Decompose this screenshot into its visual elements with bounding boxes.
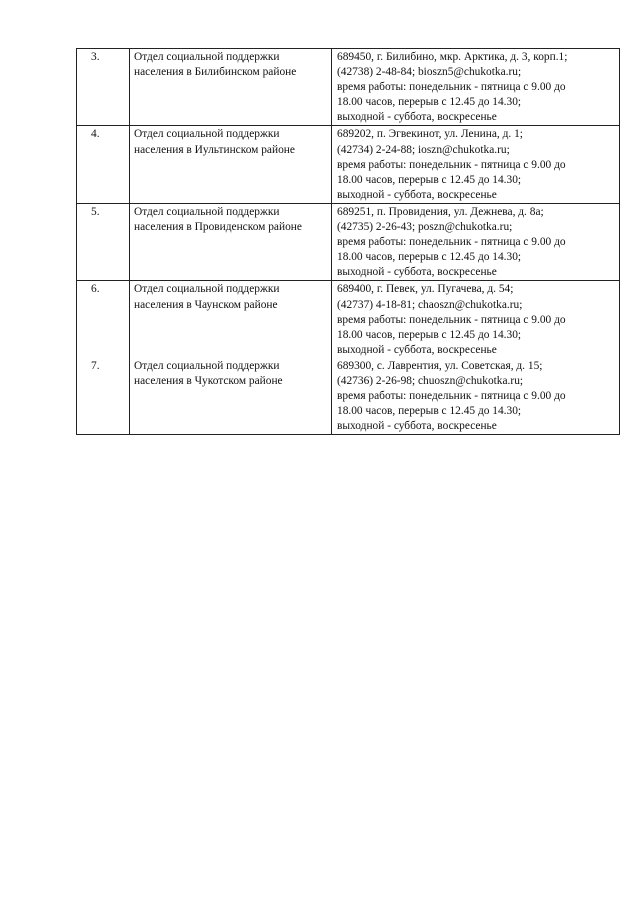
office-hours: время работы: понедельник - пятница с 9.00 до	[337, 390, 566, 403]
row-number: 4.	[77, 126, 130, 203]
office-contacts	[332, 49, 620, 126]
office-contacts	[332, 358, 620, 435]
office-phone-email: (42734) 2-24-88; ioszn@chukotka.ru;	[337, 143, 510, 156]
table-row	[77, 203, 620, 280]
office-hours: время работы: понедельник - пятница с 9.00 до	[337, 81, 566, 94]
row-number: 3.	[77, 49, 130, 126]
office-hours-cont: 18.00 часов, перерыв с 12.45 до 14.30;	[337, 405, 522, 418]
office-days-off: выходной - суббота, воскресенье	[337, 188, 497, 201]
office-address: 689450, г. Билибино, мкр. Арктика, д. 3, корп.1;	[337, 51, 568, 63]
table-row	[77, 126, 620, 203]
office-name: Отдел социальной поддержки населения в Иультинском районе	[130, 126, 332, 203]
office-contacts	[332, 281, 620, 358]
office-phone-email: (42736) 2-26-98; chuoszn@chukotka.ru;	[337, 374, 524, 387]
office-address: 689251, п. Провидения, ул. Дежнева, д. 8а;	[337, 205, 544, 218]
office-hours: время работы: понедельник - пятница с 9.00 до	[337, 158, 566, 171]
office-hours-cont: 18.00 часов, перерыв с 12.45 до 14.30;	[337, 328, 522, 341]
row-number: 6.	[77, 281, 130, 358]
table-row	[77, 49, 620, 126]
office-address: 689300, с. Лаврентия, ул. Советская, д. 15;	[337, 359, 543, 372]
office-contacts	[332, 203, 620, 280]
office-contacts	[332, 126, 620, 203]
office-address: 689400, г. Певек, ул. Пугачева, д. 54;	[337, 283, 514, 296]
office-name: Отдел социальной поддержки населения в Чукотском районе	[130, 358, 332, 435]
office-hours-cont: 18.00 часов, перерыв с 12.45 до 14.30;	[337, 251, 522, 264]
office-hours-cont: 18.00 часов, перерыв с 12.45 до 14.30;	[337, 96, 522, 109]
offices-table	[76, 48, 620, 435]
office-days-off: выходной - суббота, воскресенье	[337, 111, 497, 124]
office-hours: время работы: понедельник - пятница с 9.00 до	[337, 236, 566, 249]
office-phone-email: (42738) 2-48-84; bioszn5@chukotka.ru;	[337, 66, 522, 79]
office-hours: время работы: понедельник - пятница с 9.00 до	[337, 313, 566, 326]
office-days-off: выходной - суббота, воскресенье	[337, 266, 497, 279]
table-row	[77, 358, 620, 435]
office-hours-cont: 18.00 часов, перерыв с 12.45 до 14.30;	[337, 173, 522, 186]
row-number: 7.	[77, 358, 130, 435]
office-name: Отдел социальной поддержки населения в Билибинском районе	[130, 49, 332, 126]
office-days-off: выходной - суббота, воскресенье	[337, 420, 497, 433]
office-phone-email: (42735) 2-26-43; poszn@chukotka.ru;	[337, 221, 513, 234]
office-days-off: выходной - суббота, воскресенье	[337, 343, 497, 356]
table-row	[77, 281, 620, 358]
office-address: 689202, п. Эгвекинот, ул. Ленина, д. 1;	[337, 128, 523, 141]
row-number: 5.	[77, 203, 130, 280]
office-name: Отдел социальной поддержки населения в Провиденском районе	[130, 203, 332, 280]
office-phone-email: (42737) 4-18-81; chaoszn@chukotka.ru;	[337, 298, 523, 311]
office-name: Отдел социальной поддержки населения в Чаунском районе	[130, 281, 332, 358]
